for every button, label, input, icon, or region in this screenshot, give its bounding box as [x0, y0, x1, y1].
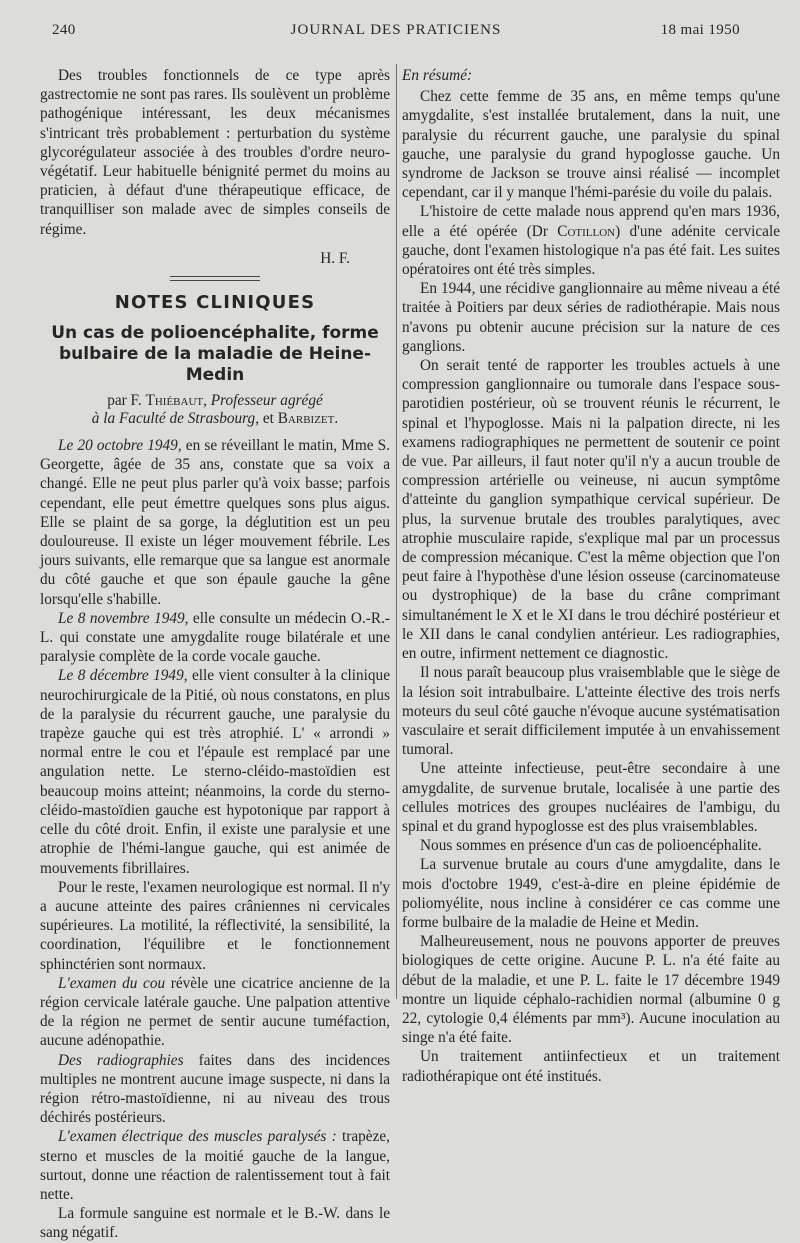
author-thiebaut: Thiébaut	[145, 392, 204, 410]
paragraph-compression: On serait tenté de rapporter les troubles actuels à une compression ganglionnaire ou tumorale dans l'espace sous-parotidien postérieur, où se trouvent réunis le récurrent, le spinal et l'hypoglosse. Mais ni la palpation directe, ni les examens radiographiques ne permettent de soutenir ce point de vue. Par ailleurs, il faut noter qu'il n'y a aucun trouble de compression artérielle ou veineuse, ni aucun symptôme d'atteinte du ganglion sympathique cervical supérieur. De plus, la survenue brutale des troubles paralytiques, avec atrophie musculaire rapide, s'explique mal par un processus de compression mécanique. C'est la même objection que l'on peut faire à l'hypothèse d'une lésion osseuse (carcinomateuse ou dystrophique) de la base du crâne comprimant simultanément le X et le XI dans le trou déchiré postérieur et le XII dans le canal condylien antérieur. Les radiographies, en outre, infirment nettement ce diagnostic.	[402, 357, 780, 663]
article-title: Un cas de polioencéphalite, forme bulbaire de la maladie de Heine-Medin	[51, 323, 379, 386]
paragraph-diagnosis: Nous sommes en présence d'un cas de polioencéphalite.	[420, 837, 762, 855]
byline-et: , et	[255, 410, 274, 428]
page-number: 240	[52, 22, 76, 38]
paragraph-treatment: Un traitement antiinfectieux et un traitement radiothérapique ont été institués.	[402, 1048, 780, 1085]
paragraph-neck	[40, 974, 390, 1051]
paragraph-text: elle consulte un médecin O.-R.-L. qui constate une amygdalite rouge bilatérale et une paralysie complète de la corde vocale gauche.	[40, 609, 390, 666]
paragraph-text: trapèze, sterno et muscles de la moitié gauche de la langue, surtout, donne une réaction de ralentissement tout à fait nette.	[40, 1128, 390, 1203]
paragraph-electrical	[40, 1127, 390, 1204]
paragraph-infection: Une atteinte infectieuse, peut-être secondaire à une amygdalite, de survenue brutale, localisée à une partie des cellules motrices des groupes nucléaires de l'ambigu, du spinal et du grand hypoglosse est des plus vraisemblables.	[402, 760, 780, 835]
paragraph-text: en se réveillant le matin, Mme S. Georgette, âgée de 35 ans, constate que sa voix a changé. Elle ne peut plus parler qu'à voix basse; parfois cependant, elle peut émettre quelques sons plus aigus. Elle se plaint de sa gorge, la déglutition est un peu douloureuse. Il existe un léger mouvement fébrile. Les jours suivants, elle remarque que sa langue est anormale du côté gauche et que son épaule gauche la gêne lorsqu'elle s'habille.	[40, 437, 390, 608]
page-header	[52, 22, 740, 44]
section-rule	[170, 276, 260, 281]
paragraph-blood: La formule sanguine est normale et le B.-W. dans le sang négatif.	[40, 1205, 390, 1242]
paragraph-text: faites dans des incidences multiples ne montrent aucune image suspecte, ni dans la région rétro-mastoïdienne, ni au niveau des trous déchirés postérieurs.	[40, 1051, 390, 1127]
right-column	[402, 66, 780, 1086]
column-divider	[396, 64, 397, 999]
left-column	[40, 66, 390, 1243]
byline-role: , Professeur agrégé	[203, 392, 323, 410]
surgeon-name: Cotillon	[557, 222, 616, 240]
exam-lead: Des radiographies	[58, 1051, 184, 1069]
paragraph-neuro: Pour le reste, l'examen neurologique est normal. Il n'y a aucune atteinte des paires crâniennes ni cervicales supérieures. La motilité, la réflectivité, la sensibilité, la coordination, l'équilibre et le fonctionnement sphinctérien sont normaux.	[40, 878, 390, 973]
byline-faculty: à la Faculté de Strasbourg	[91, 410, 256, 428]
byline	[40, 392, 390, 428]
paragraph-clinic	[40, 666, 390, 877]
date-lead: Le 8 novembre 1949,	[58, 609, 189, 627]
paragraph-history	[402, 202, 780, 279]
paragraph-recurrence: En 1944, une récidive ganglionnaire au même niveau a été traitée à Poitiers par deux séries de radiothérapie. Mais nous n'avons pu obtenir aucune précision sur la nature de ces ganglions.	[402, 280, 780, 355]
paragraph-summary: Chez cette femme de 35 ans, en même temps qu'une amygdalite, s'est installée brutalement, dans la nuit, une paralysie du récurrent gauche, une paralysie du spinal gauche, une paralysie du grand hypoglosse gauche. Un syndrome de Jackson se trouve ainsi réalisé — incomplet cependant, car il y manque l'hémi-parésie du voile du palais.	[402, 88, 780, 202]
exam-lead: L'examen électrique des muscles paralysés :	[58, 1128, 337, 1146]
author-barbizet: Barbizet	[277, 410, 335, 428]
paragraph-text: révèle une cicatrice ancienne de la région cervicale latérale gauche. Une palpation attentive de la région ne permet de sentir aucune tuméfaction, aucune adénopathie.	[40, 974, 390, 1050]
intro-paragraph: Des troubles fonctionnels de ce type après gastrectomie ne sont pas rares. Ils soulèvent un problème pathogénique intéressant, les deux mécanismes s'intricant très probablement : perturbation du système glycorégulateur associée à des troubles d'ordre neuro-végétatif. Leur habituelle bénignité permet du moins au praticien, à défaut d'une thérapeutique efficace, de tranquilliser son malade avec de simples conseils de régime.	[40, 67, 390, 238]
byline-end: .	[334, 410, 339, 428]
date-lead: Le 8 décembre 1949,	[58, 667, 188, 685]
paragraph-orl	[40, 609, 390, 667]
paragraph-proof: Malheureusement, nous ne pouvons apporter de preuves biologiques de cette origine. Aucune P. L. n'a été faite au début de la maladie, et une P. L. faite le 17 décembre 1949 montre un liquide céphalo-rachidien normal (albumine 0 g 22, cytologie 0,4 éléments par mm³). Aucune inoculation au singe n'a été faite.	[402, 933, 780, 1047]
paragraph-text: L'histoire de cette malade nous apprend qu'en mars 1936, elle a été opérée (Dr	[402, 203, 780, 240]
byline-par: par F.	[107, 392, 142, 410]
paragraph-radiographs	[40, 1051, 390, 1128]
paragraph-text: elle vient consulter à la clinique neurochirurgicale de la Pitié, où nous constatons, en plus de la paralysie du récurrent gauche, une paralysie du trapèze gauche qui est très atrophié. L' « arrondi » normal entre le cou et l'épaule est remplacé par une angulation nette. Le sterno-cléido-mastoïdien est beaucoup moins atteint; néanmoins, la corde du sterno-cléido-mastoïdien gauche est hypotonique par rapport à celle du côté droit. Enfin, il existe une paralysie et une atrophie de l'hémi-langue gauche, qui est animée de mouvements fibrillaires.	[40, 667, 390, 877]
section-title: NOTES CLINIQUES	[114, 292, 316, 314]
journal-title: JOURNAL DES PRATICIENS	[290, 22, 502, 38]
paragraph-intrabulbar: Il nous paraît beaucoup plus vraisemblable que le siège de la lésion soit intrabulbaire. L'atteinte élective des trois nerfs moteurs du seul côté gauche n'évoque aucune systématisation vasculaire et serait difficilement imputée à un envahissement tumoral.	[402, 664, 780, 759]
issue-date: 18 mai 1950	[660, 22, 740, 38]
paragraph-text: ) d'une adénite cervicale gauche, dont l'examen histologique n'a pas été fait. Les suites opératoires ont été très simples.	[402, 222, 780, 279]
date-lead: Le 20 octobre 1949,	[58, 437, 182, 455]
summary-heading: En résumé:	[402, 67, 473, 84]
exam-lead: L'examen du cou	[58, 974, 166, 992]
paragraph-epidemic: La survenue brutale au cours d'une amygdalite, dans le mois d'octobre 1949, c'est-à-dire en pleine épidémie de poliomyélite, nous incline à considérer ce cas comme une forme bulbaire de la maladie de Heine et Medin.	[402, 856, 780, 931]
signature: H. F.	[320, 249, 350, 267]
paragraph-onset	[40, 436, 390, 609]
